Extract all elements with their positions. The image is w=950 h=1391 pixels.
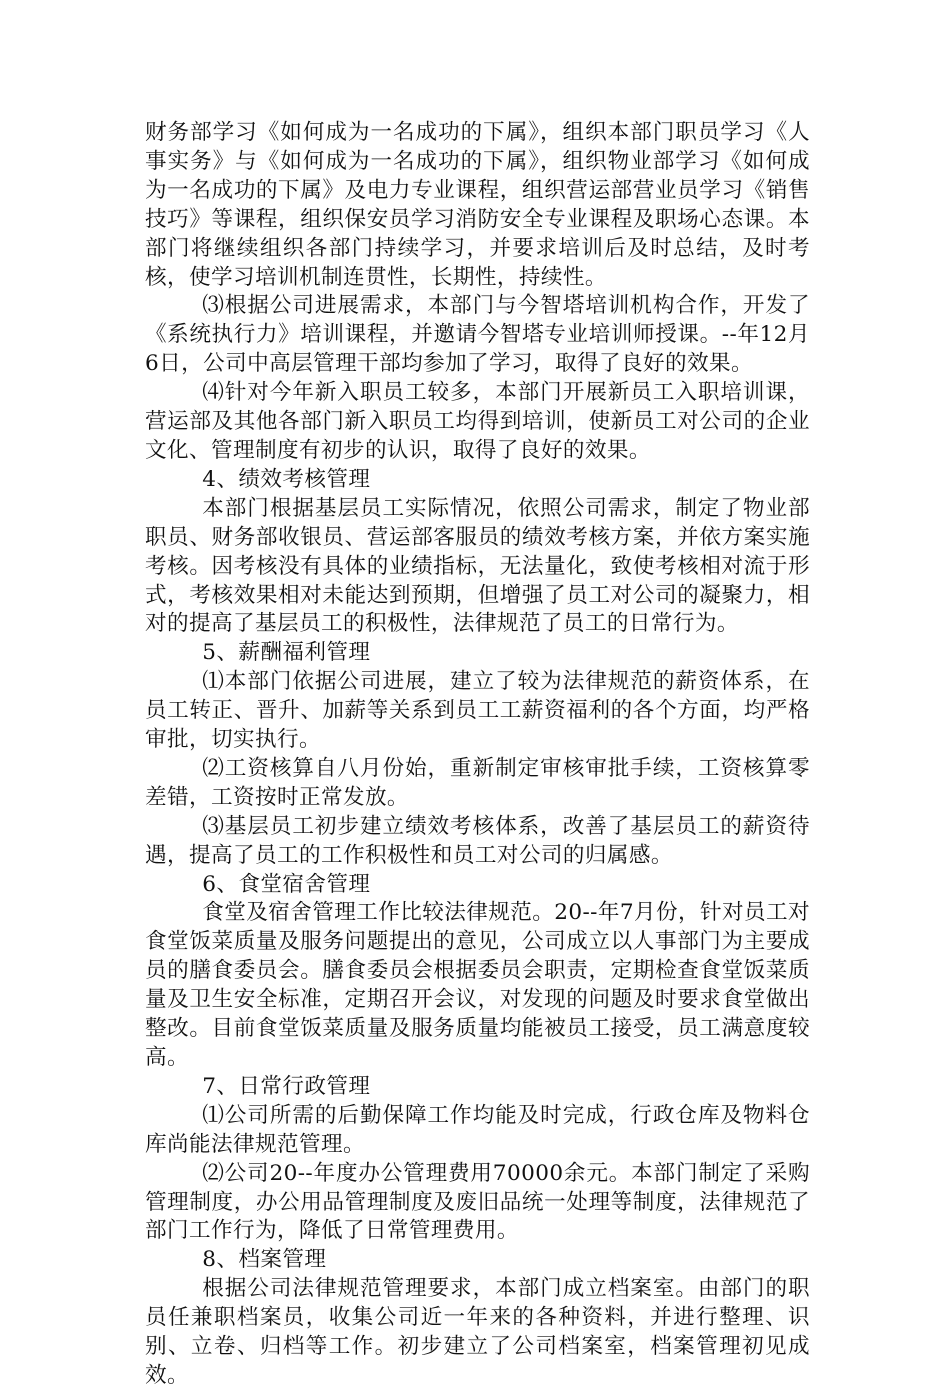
paragraph-compensation-item-3: ⑶基层员工初步建立绩效考核体系，改善了基层员工的薪资待遇，提高了员工的工作积极性和员工对公司的归属感。: [145, 813, 810, 868]
paragraph-archives: 根据公司法律规范管理要求，本部门成立档案室。由部门的职员任兼职档案员，收集公司近一年来的各种资料，并进行整理、识别、立卷、归档等工作。初步建立了公司档案室，档案管理初见成效。: [145, 1276, 810, 1388]
paragraph-compensation-item-2: ⑵工资核算自八月份始，重新制定审核审批手续，工资核算零差错，工资按时正常发放。: [145, 755, 810, 810]
paragraph-administration-item-1: ⑴公司所需的后勤保障工作均能及时完成，行政仓库及物料仓库尚能法律规范管理。: [145, 1102, 810, 1157]
document-body: [145, 119, 810, 1391]
paragraph-training-item-4: ⑷针对今年新入职员工较多，本部门开展新员工入职培训课，营运部及其他各部门新入职员工均得到培训，使新员工对公司的企业文化、管理制度有初步的认识，取得了良好的效果。: [145, 380, 810, 463]
section-heading-compensation: 5、薪酬福利管理: [202, 640, 371, 666]
section-heading-performance: 4、绩效考核管理: [202, 466, 371, 492]
paragraph-administration-item-2: ⑵公司20--年度办公管理费用70000余元。本部门制定了采购管理制度，办公用品管理制度及废旧品统一处理等制度，法律规范了部门工作行为，降低了日常管理费用。: [145, 1160, 810, 1244]
paragraph-training-courses: 财务部学习《如何成为一名成功的下属》，组织本部门职员学习《人事实务》与《如何成为一名成功的下属》，组织物业部学习《如何成为一名成功的下属》及电力专业课程，组织营运部营业员学习《销售技巧》等课程，组织保安员学习消防安全专业课程及职场心态课。本部门将继续组织各部门持续学习，并要求培训后及时总结，及时考核，使学习培训机制连贯性，长期性，持续性。: [145, 120, 810, 290]
paragraph-compensation-item-1: ⑴本部门依据公司进展，建立了较为法律规范的薪资体系，在员工转正、晋升、加薪等关系到员工工薪资福利的各个方面，均严格审批，切实执行。: [145, 669, 810, 753]
section-heading-administration: 7、日常行政管理: [202, 1073, 371, 1099]
paragraph-training-item-3: ⑶根据公司进展需求，本部门与今智塔培训机构合作，开发了《系统执行力》培训课程，并邀请今智塔专业培训师授课。--年12月6日，公司中高层管理干部均参加了学习，取得了良好的效果。: [145, 293, 810, 377]
section-heading-archives: 8、档案管理: [202, 1247, 327, 1273]
section-heading-canteen: 6、食堂宿舍管理: [202, 871, 371, 897]
paragraph-performance: 本部门根据基层员工实际情况，依照公司需求，制定了物业部职员、财务部收银员、营运部客服员的绩效考核方案，并依方案实施考核。因考核没有具体的业绩指标，无法量化，致使考核相对流于形式，考核效果相对未能达到预期，但增强了员工对公司的凝聚力，相对的提高了基层员工的积极性，法律规范了员工的日常行为。: [145, 495, 810, 637]
paragraph-canteen: 食堂及宿舍管理工作比较法律规范。20--年7月份，针对员工对食堂饭菜质量及服务问题提出的意见，公司成立以人事部门为主要成员的膳食委员会。膳食委员会根据委员会职责，定期检查食堂饭菜质量及卫生安全标准，定期召开会议，对发现的问题及时要求食堂做出整改。目前食堂饭菜质量及服务质量均能被员工接受，员工满意度较高。: [145, 900, 810, 1070]
